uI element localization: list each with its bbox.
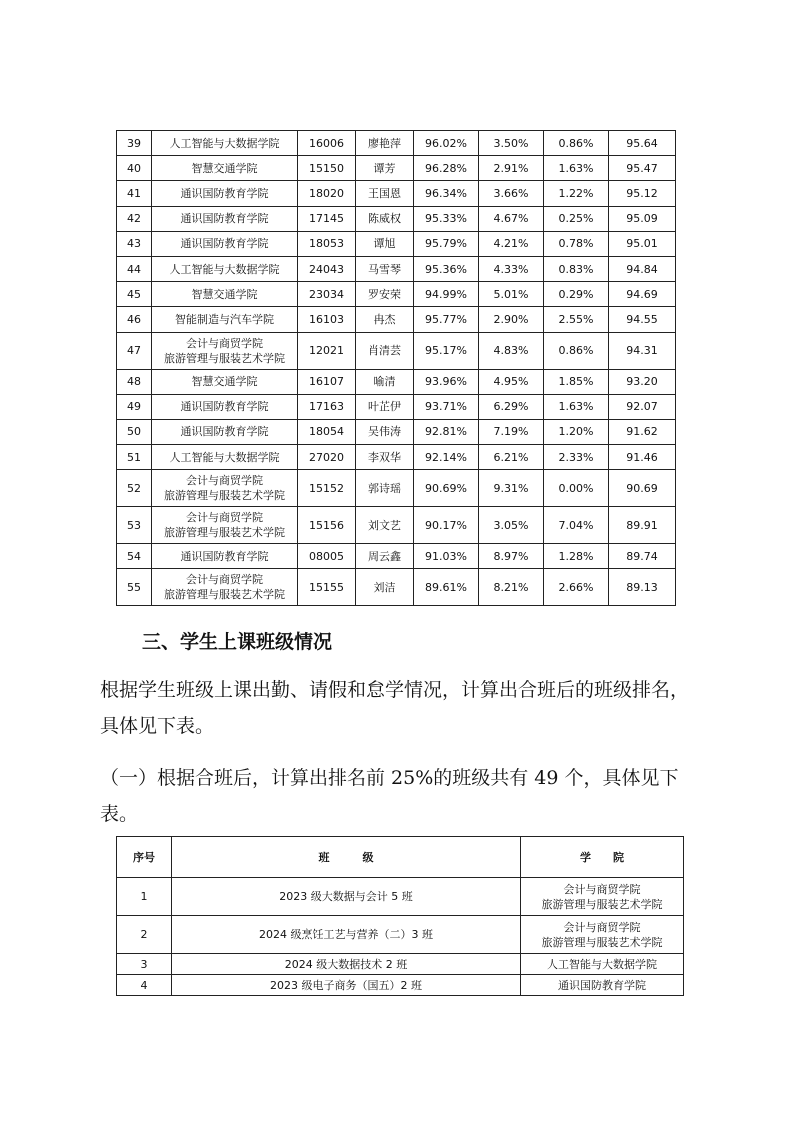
college-line: 通识国防教育学院 <box>180 425 269 439</box>
cell-rank: 40 <box>117 156 152 181</box>
cell-rank: 47 <box>117 332 152 369</box>
table-row <box>117 445 676 470</box>
section-heading: 三、学生上课班级情况 <box>142 631 333 653</box>
cell-truancy: 0.29% <box>544 282 609 307</box>
college-line: 通识国防教育学院 <box>180 186 269 200</box>
section-paragraph-1: 根据学生班级上课出勤、请假和怠学情况，计算出合班后的班级排名，具体见下表。 <box>100 679 690 737</box>
cell-name: 李双华 <box>356 445 414 470</box>
college-line: 会计与商贸学院 <box>186 573 263 587</box>
cell-score: 94.69 <box>609 282 676 307</box>
cell-truancy: 1.20% <box>544 419 609 444</box>
cell-id: 15156 <box>298 507 356 544</box>
cell-id: 15150 <box>298 156 356 181</box>
cell-college <box>152 256 298 281</box>
cell-truancy: 0.00% <box>544 470 609 507</box>
table-row <box>117 332 676 369</box>
cell-attendance: 96.28% <box>414 156 479 181</box>
college-line: 旅游管理与服装艺术学院 <box>164 351 285 365</box>
cell-id: 18054 <box>298 419 356 444</box>
cell-name: 肖清芸 <box>356 332 414 369</box>
cell-rank: 41 <box>117 181 152 206</box>
cell-attendance: 92.14% <box>414 445 479 470</box>
table-row <box>117 507 676 544</box>
table-row <box>117 231 676 256</box>
cell-truancy: 0.83% <box>544 256 609 281</box>
table-row <box>117 544 676 569</box>
cell-truancy: 1.28% <box>544 544 609 569</box>
cell-name: 谭旭 <box>356 231 414 256</box>
cell-leave: 4.83% <box>479 332 544 369</box>
college-line: 会计与商贸学院 <box>563 920 641 934</box>
cell-name: 冉杰 <box>356 307 414 332</box>
cell-truancy: 0.86% <box>544 131 609 156</box>
cell-score: 94.31 <box>609 332 676 369</box>
cell-leave: 6.29% <box>479 394 544 419</box>
cell-id: 16006 <box>298 131 356 156</box>
cell-name: 郭诗瑶 <box>356 470 414 507</box>
cell-leave: 4.21% <box>479 231 544 256</box>
college-line: 会计与商贸学院 <box>563 882 641 896</box>
cell-rank: 44 <box>117 256 152 281</box>
cell-name: 刘文艺 <box>356 507 414 544</box>
table-row <box>117 307 676 332</box>
top-classes-table <box>116 836 684 996</box>
cell-score: 89.74 <box>609 544 676 569</box>
cell-name: 陈威权 <box>356 206 414 231</box>
cell-attendance: 92.81% <box>414 419 479 444</box>
cell-score: 89.13 <box>609 569 676 606</box>
cell-score: 91.62 <box>609 419 676 444</box>
table-row <box>117 470 676 507</box>
cell-rank: 53 <box>117 507 152 544</box>
cell-name: 罗安荣 <box>356 282 414 307</box>
cell-id: 08005 <box>298 544 356 569</box>
cell-id: 23034 <box>298 282 356 307</box>
cell-college <box>152 181 298 206</box>
college-line: 通识国防教育学院 <box>180 549 269 563</box>
cell-name: 叶芷伊 <box>356 394 414 419</box>
cell-id: 24043 <box>298 256 356 281</box>
table-row <box>117 878 684 916</box>
cell-college <box>152 282 298 307</box>
cell-name: 吴伟涛 <box>356 419 414 444</box>
header-class: 班 级 <box>172 837 521 878</box>
cell-leave: 7.19% <box>479 419 544 444</box>
cell-score: 95.09 <box>609 206 676 231</box>
cell-college <box>152 131 298 156</box>
college-line: 人工智能与大数据学院 <box>169 262 280 276</box>
table-row <box>117 156 676 181</box>
cell-class: 2024 级烹饪工艺与营养（二）3 班 <box>172 916 521 954</box>
college-line: 会计与商贸学院 <box>186 511 263 525</box>
cell-score: 91.46 <box>609 445 676 470</box>
cell-attendance: 95.79% <box>414 231 479 256</box>
cell-score: 95.01 <box>609 231 676 256</box>
table-row <box>117 256 676 281</box>
cell-seq: 2 <box>117 916 172 954</box>
table-header-row <box>117 837 684 878</box>
college-line: 智能制造与汽车学院 <box>175 312 274 326</box>
cell-leave: 6.21% <box>479 445 544 470</box>
cell-college <box>152 445 298 470</box>
cell-college <box>521 975 684 996</box>
cell-attendance: 94.99% <box>414 282 479 307</box>
cell-leave: 3.50% <box>479 131 544 156</box>
cell-id: 27020 <box>298 445 356 470</box>
table-row <box>117 131 676 156</box>
table-row <box>117 394 676 419</box>
college-line: 人工智能与大数据学院 <box>547 957 657 971</box>
college-line: 会计与商贸学院 <box>186 474 263 488</box>
cell-score: 95.64 <box>609 131 676 156</box>
cell-truancy: 2.33% <box>544 445 609 470</box>
cell-truancy: 0.86% <box>544 332 609 369</box>
table-row <box>117 206 676 231</box>
cell-truancy: 2.66% <box>544 569 609 606</box>
cell-attendance: 95.17% <box>414 332 479 369</box>
cell-rank: 51 <box>117 445 152 470</box>
cell-attendance: 93.96% <box>414 369 479 394</box>
cell-name: 马雪琴 <box>356 256 414 281</box>
cell-attendance: 95.77% <box>414 307 479 332</box>
cell-leave: 2.90% <box>479 307 544 332</box>
cell-id: 17163 <box>298 394 356 419</box>
cell-rank: 52 <box>117 470 152 507</box>
college-line: 旅游管理与服装艺术学院 <box>541 897 663 911</box>
cell-truancy: 1.63% <box>544 394 609 419</box>
cell-rank: 43 <box>117 231 152 256</box>
cell-attendance: 95.33% <box>414 206 479 231</box>
cell-attendance: 93.71% <box>414 394 479 419</box>
college-line: 通识国防教育学院 <box>180 400 269 414</box>
header-seq: 序号 <box>117 837 172 878</box>
cell-leave: 3.66% <box>479 181 544 206</box>
cell-rank: 42 <box>117 206 152 231</box>
cell-attendance: 90.17% <box>414 507 479 544</box>
table-row <box>117 975 684 996</box>
cell-college <box>152 394 298 419</box>
header-college: 学 院 <box>521 837 684 878</box>
cell-college <box>521 878 684 916</box>
college-line: 旅游管理与服装艺术学院 <box>164 588 285 602</box>
cell-score: 94.55 <box>609 307 676 332</box>
cell-id: 12021 <box>298 332 356 369</box>
cell-college <box>521 954 684 975</box>
cell-seq: 4 <box>117 975 172 996</box>
table-row <box>117 282 676 307</box>
section-paragraph-2: （一）根据合班后，计算出排名前 25%的班级共有 49 个，具体见下表。 <box>100 767 679 825</box>
cell-rank: 49 <box>117 394 152 419</box>
cell-truancy: 7.04% <box>544 507 609 544</box>
cell-id: 16107 <box>298 369 356 394</box>
table-row <box>117 916 684 954</box>
cell-college <box>152 419 298 444</box>
cell-college <box>152 544 298 569</box>
cell-leave: 9.31% <box>479 470 544 507</box>
college-line: 智慧交通学院 <box>191 287 258 301</box>
cell-leave: 4.33% <box>479 256 544 281</box>
cell-score: 89.91 <box>609 507 676 544</box>
cell-class: 2024 级大数据技术 2 班 <box>172 954 521 975</box>
table-row <box>117 419 676 444</box>
table-row <box>117 181 676 206</box>
cell-score: 95.12 <box>609 181 676 206</box>
cell-id: 16103 <box>298 307 356 332</box>
cell-rank: 48 <box>117 369 152 394</box>
cell-college <box>152 206 298 231</box>
cell-truancy: 0.78% <box>544 231 609 256</box>
cell-college <box>152 307 298 332</box>
cell-leave: 4.95% <box>479 369 544 394</box>
cell-rank: 55 <box>117 569 152 606</box>
cell-truancy: 0.25% <box>544 206 609 231</box>
cell-score: 92.07 <box>609 394 676 419</box>
cell-class: 2023 级大数据与会计 5 班 <box>172 878 521 916</box>
cell-id: 15152 <box>298 470 356 507</box>
cell-truancy: 2.55% <box>544 307 609 332</box>
cell-rank: 45 <box>117 282 152 307</box>
college-line: 智慧交通学院 <box>191 375 258 389</box>
cell-attendance: 96.34% <box>414 181 479 206</box>
college-line: 人工智能与大数据学院 <box>169 136 280 150</box>
cell-rank: 50 <box>117 419 152 444</box>
cell-attendance: 96.02% <box>414 131 479 156</box>
cell-name: 谭芳 <box>356 156 414 181</box>
college-line: 通识国防教育学院 <box>180 212 269 226</box>
cell-college <box>152 507 298 544</box>
table-row <box>117 569 676 606</box>
cell-truancy: 1.63% <box>544 156 609 181</box>
cell-attendance: 91.03% <box>414 544 479 569</box>
cell-attendance: 89.61% <box>414 569 479 606</box>
cell-truancy: 1.22% <box>544 181 609 206</box>
cell-name: 廖艳萍 <box>356 131 414 156</box>
college-line: 旅游管理与服装艺术学院 <box>164 526 285 540</box>
table-row <box>117 369 676 394</box>
cell-name: 刘洁 <box>356 569 414 606</box>
cell-college <box>152 369 298 394</box>
college-line: 旅游管理与服装艺术学院 <box>164 489 285 503</box>
cell-rank: 46 <box>117 307 152 332</box>
college-line: 会计与商贸学院 <box>186 336 263 350</box>
cell-score: 90.69 <box>609 470 676 507</box>
cell-id: 15155 <box>298 569 356 606</box>
cell-score: 94.84 <box>609 256 676 281</box>
college-line: 人工智能与大数据学院 <box>169 450 280 464</box>
cell-college <box>152 231 298 256</box>
cell-class: 2023 级电子商务（国五）2 班 <box>172 975 521 996</box>
cell-rank: 39 <box>117 131 152 156</box>
cell-score: 95.47 <box>609 156 676 181</box>
cell-seq: 3 <box>117 954 172 975</box>
cell-leave: 2.91% <box>479 156 544 181</box>
college-line: 旅游管理与服装艺术学院 <box>541 935 663 949</box>
college-line: 智慧交通学院 <box>191 161 258 175</box>
college-line: 通识国防教育学院 <box>180 237 269 251</box>
cell-attendance: 90.69% <box>414 470 479 507</box>
cell-leave: 8.21% <box>479 569 544 606</box>
cell-college <box>152 569 298 606</box>
cell-college <box>152 156 298 181</box>
cell-name: 喻清 <box>356 369 414 394</box>
cell-leave: 3.05% <box>479 507 544 544</box>
table-row <box>117 954 684 975</box>
cell-leave: 4.67% <box>479 206 544 231</box>
cell-college <box>152 332 298 369</box>
college-line: 通识国防教育学院 <box>558 978 646 992</box>
cell-leave: 8.97% <box>479 544 544 569</box>
cell-name: 王国恩 <box>356 181 414 206</box>
cell-id: 17145 <box>298 206 356 231</box>
cell-college <box>152 470 298 507</box>
cell-id: 18020 <box>298 181 356 206</box>
cell-rank: 54 <box>117 544 152 569</box>
cell-name: 周云鑫 <box>356 544 414 569</box>
attendance-ranking-table <box>116 130 676 606</box>
cell-score: 93.20 <box>609 369 676 394</box>
cell-attendance: 95.36% <box>414 256 479 281</box>
cell-leave: 5.01% <box>479 282 544 307</box>
cell-truancy: 1.85% <box>544 369 609 394</box>
cell-id: 18053 <box>298 231 356 256</box>
cell-seq: 1 <box>117 878 172 916</box>
cell-college <box>521 916 684 954</box>
